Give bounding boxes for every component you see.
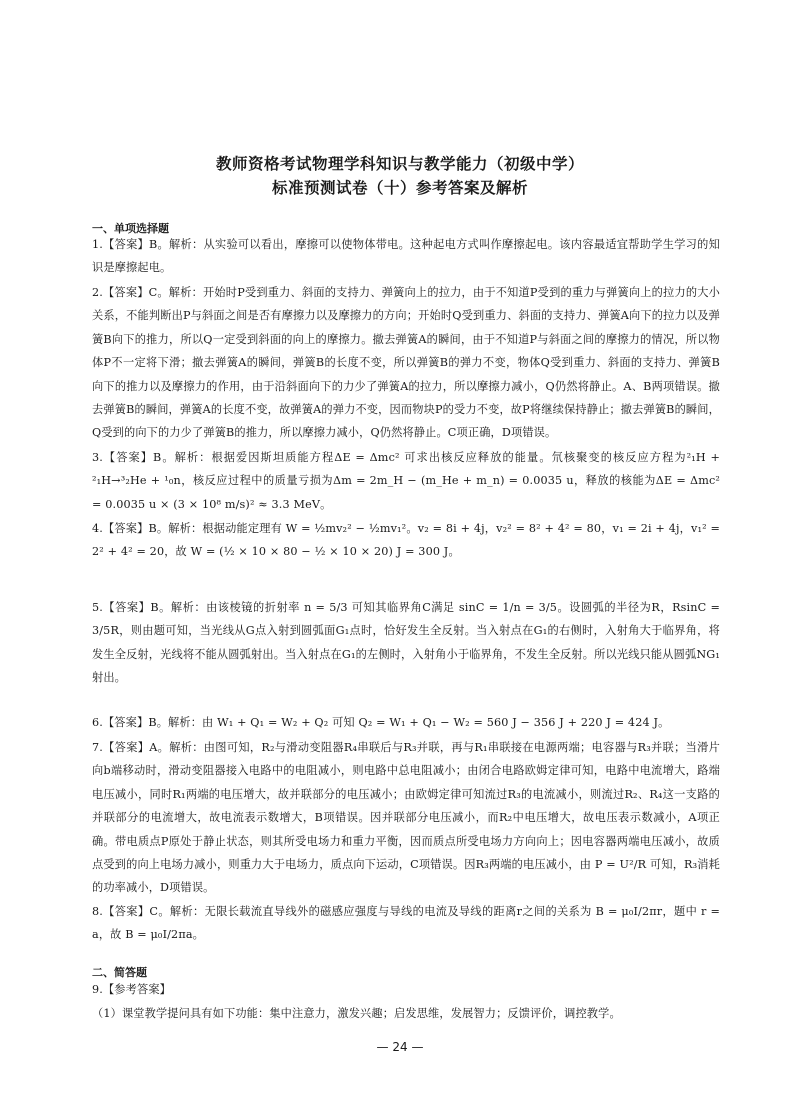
answer-q4: 4.【答案】B。解析：根据动能定理有 W = ½mv₂² − ½mv₁²。v₂ = 8i + 4j，v₂² = 8² + 4² = 80，v₁ = 2i + 4j，v₁² = 2² + 4² = 20，故 W = (½ × 10 × 80 − ½ × 10 × 20) J = 300 J。 — [92, 522, 720, 559]
answer-q3: 3.【答案】B。解析：根据爱因斯坦质能方程ΔE = Δmc² 可求出核反应释放的能量。氘核聚变的核反应方程为²₁H + ²₁H→³₂He + ¹₀n，核反应过程中的质量亏损为Δm = 2m_H − (m_He + m_n) = 0.0035 u，释放的核能为ΔE = Δmc² = 0.0035 u × (3 × 10⁸ m/s)² ≈ 3.3 MeV。 — [92, 451, 720, 511]
document-title: 教师资格考试物理学科知识与教学能力（初级中学） — [215, 155, 584, 173]
answer-q6: 6.【答案】B。解析：由 W₁ + Q₁ = W₂ + Q₂ 可知 Q₂ = W₁ + Q₁ − W₂ = 560 J − 356 J + 220 J = 424 J。 — [92, 716, 670, 729]
answer-q5: 5.【答案】B。解析：由该棱镜的折射率 n = 5/3 可知其临界角C满足 sinC = 1/n = 3/5。设圆弧的半径为R，RsinC = 3/5R，则由题可知，当光线从G点入射到圆弧面G₁点时，恰好发生全反射。当入射点在G₁的右侧时，入射角大于临界角，将发生全反射，光线将不能从圆弧射出。当入射点在G₁的左侧时，入射角小于临界角，不发生全反射。所以光线只能从圆弧NG₁射出。 — [92, 601, 720, 685]
section-heading-choice: 一、单项选择题 — [92, 222, 169, 235]
answer-q2: 2.【答案】C。解析：开始时P受到重力、斜面的支持力、弹簧向上的拉力，由于不知道P受到的重力与弹簧向上的拉力的大小关系，不能判断出P与斜面之间是否有摩擦力以及摩擦力的方向；开始时Q受到重力、斜面的支持力、弹簧A向下的拉力以及弹簧B向下的推力，所以Q一定受到斜面的向上的摩擦力。撤去弹簧A的瞬间，由于不知道P与斜面之间的摩擦力的情况，所以物体P不一定将下滑；撤去弹簧A的瞬间，弹簧B的长度不变，所以弹簧B的弹力不变，物体Q受到重力、斜面的支持力、弹簧B向下的推力以及摩擦力的作用，由于沿斜面向下的力少了弹簧A的拉力，所以摩擦力减小，Q仍然将静止。A、B两项错误。撤去弹簧B的瞬间，弹簧A的长度不变，故弹簧A的弹力不变，因而物块P的受力不变，故P将继续保持静止；撤去弹簧B的瞬间，Q受到的向下的力少了弹簧B的推力，所以摩擦力减小，Q仍然将静止。C项正确，D项错误。 — [92, 286, 720, 440]
answer-q8: 8.【答案】C。解析：无限长载流直导线外的磁感应强度与导线的电流及导线的距离r之间的关系为 B = μ₀I/2πr，题中 r = a，故 B = μ₀I/2πa。 — [92, 905, 720, 942]
page-number: — 24 — — [376, 1040, 424, 1054]
answer-q1: 1.【答案】B。解析：从实验可以看出，摩擦可以使物体带电。这种起电方式叫作摩擦起电。该内容最适宜帮助学生学习的知识是摩擦起电。 — [92, 238, 720, 275]
section-heading-short-answer: 二、简答题 — [92, 966, 147, 979]
answer-q7: 7.【答案】A。解析：由图可知，R₂与滑动变阻器R₄串联后与R₃并联，再与R₁串联接在电源两端；电容器与R₃并联；当滑片向b端移动时，滑动变阻器接入电路中的电阻减小，则电路中总电阻减小；由闭合电路欧姆定律可知，电路中电流增大，路端电压减小，同时R₁两端的电压增大，故并联部分的电压减小；由欧姆定律可知流过R₃的电流减小，则流过R₂、R₄这一支路的并联部分的电流增大，故电流表示数增大，B项错误。因并联部分电压减小，而R₂中电压增大，故电压表示数减小，A项正确。带电质点P原处于静止状态，则其所受电场力和重力平衡，因而质点所受电场力方向向上；因电容器两端电压减小，故质点受到的向上电场力减小，则重力大于电场力，质点向下运动，C项错误。因R₃两端的电压减小，由 P = U²/R 可知，R₃消耗的功率减小，D项错误。 — [92, 741, 720, 895]
answer-q9-line1: （1）课堂教学提问具有如下功能：集中注意力，激发兴趣；启发思维，发展智力；反馈评价，调控教学。 — [92, 1007, 621, 1020]
document-subtitle: 标准预测试卷（十）参考答案及解析 — [271, 179, 528, 197]
answer-q9-heading: 9.【参考答案】 — [92, 983, 171, 996]
